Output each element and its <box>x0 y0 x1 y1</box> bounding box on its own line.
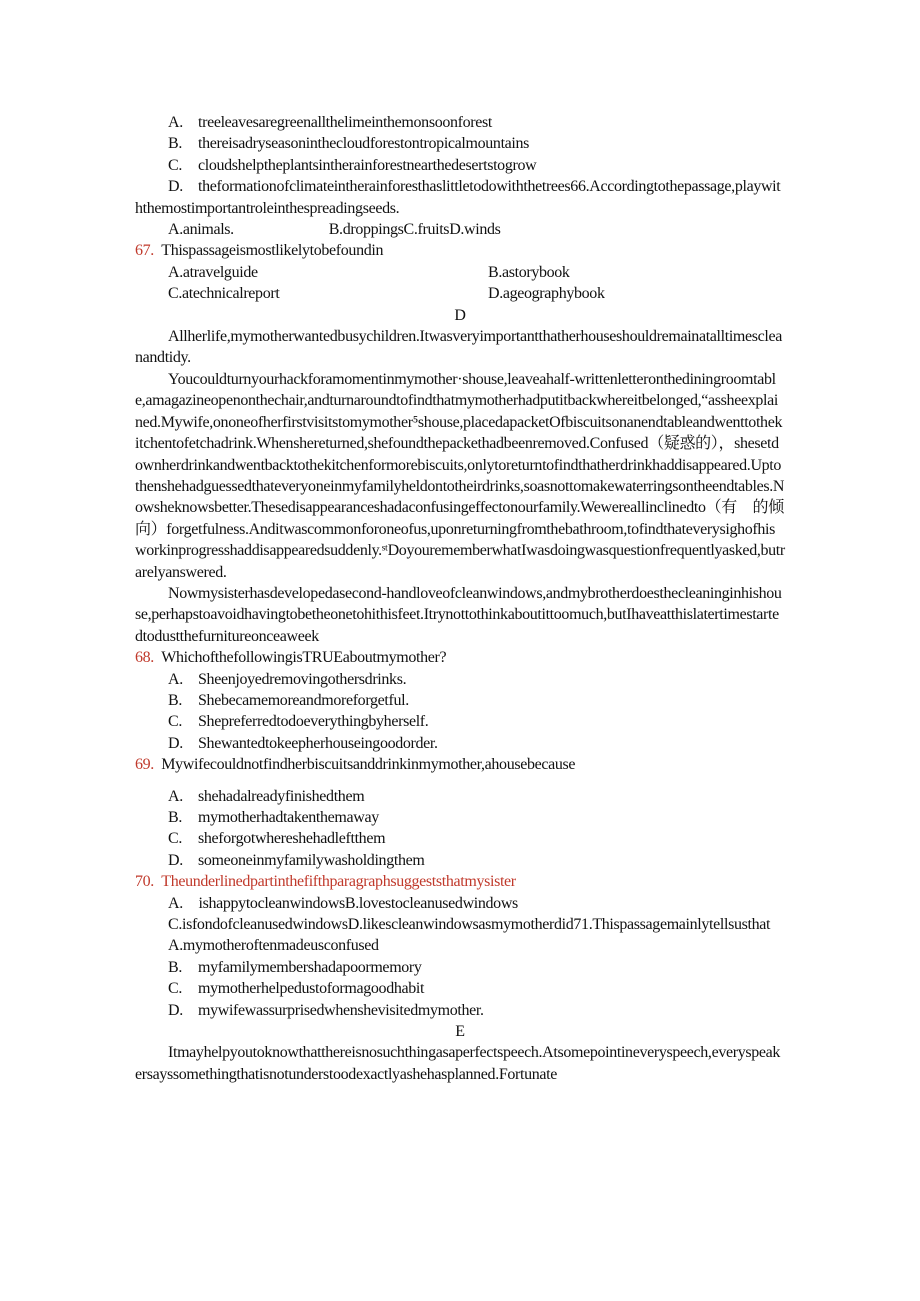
q69-option-a: A. shehadalreadyfinishedthem <box>168 787 365 805</box>
q70-options-line-2: C.isfondofcleanusedwindowsD.likescleanwindowsasmymotherdid71.Thispassagemainlytellsusthat <box>168 916 771 934</box>
q69-option-d: D. someoneinmyfamilywasholdingthem <box>168 851 425 869</box>
q65-option-d: D. theformationofclimateintherainforesthaslittletodowiththetrees66.Accordingtothepassage,playwiththemostimportantroleinthespreadingseeds. <box>135 178 781 217</box>
section-e-heading: E <box>455 1023 465 1041</box>
q69-option-b: B. mymotherhadtakenthemaway <box>168 809 379 826</box>
q68-option-d: D. Shewantedtokeepherhouseingoodorder. <box>168 734 438 752</box>
q65-option-a: A. treeleavesaregreenallthelimeinthemonsoonforest <box>168 114 492 131</box>
q68-option-b: B. Shebecamemoreandmoreforgetful. <box>168 691 409 709</box>
q71-option-c: C. mymotherhelpedustoformagoodhabit <box>168 980 425 998</box>
q71-option-a: A.mymotheroftenmadeusconfused <box>168 937 379 955</box>
q67-option-b: B.astorybook <box>488 263 570 281</box>
q65-option-b: B. thereisadryseasoninthecloudforestontropicalmountains <box>168 135 530 153</box>
q65-option-c: C. cloudshelptheplantsintherainforestnearthedesertstogrow <box>168 156 537 174</box>
q67-option-c: C.atechnicalreport <box>168 285 280 303</box>
q67-option-d: D.ageographybook <box>488 285 605 303</box>
q66-options: A.animals. B.droppingsC.fruitsD.winds <box>168 221 501 239</box>
q69-question: 69. Mywifecouldnotfindherbiscuitsanddrinkinmymother,ahousebecause <box>135 756 576 774</box>
q71-option-b: B. myfamilymembershadapoormemory <box>168 958 422 976</box>
q69-option-c: C. sheforgotwhereshehadleftthem <box>168 830 386 848</box>
section-d-heading: D <box>454 306 466 324</box>
q69-blank-gap <box>135 776 785 786</box>
q71-option-d: D. mywifewassurprisedwhenshevisitedmymother. <box>168 1001 484 1019</box>
q68-question: 68. WhichofthefollowingisTRUEaboutmymother? <box>135 649 447 667</box>
q68-option-c: C. Shepreferredtodoeverythingbyherself. <box>168 713 429 731</box>
worksheet-page <box>135 112 785 1085</box>
q67-option-a: A.atravelguide <box>168 263 258 281</box>
passage-d-paragraph-3: Nowmysisterhasdevelopedasecond-handloveofcleanwindows,andmybrotherdoesthecleaninginhishouse,perhapstoavoidhavingtobetheonetohithisfeet.Itrynottothinkaboutittoomuch,butIhaveatthislatertimestartedtodustthefurnitureonceaweek <box>135 584 782 645</box>
passage-d-paragraph-2: Youcouldturnyourhackforamomentinmymother·shouse,leaveahalf-writtenletteronthediningroomtable,amagazineopenonthechair,andturnaroundtofindthatmymotherhadputitbackwhereitbelonged,“assheexplained.Mywife,ononeofherfirstvisitstomymother⁵shouse,placedapacketOfbiscuitsonanendtableandwenttothekitchentofetchadrink.Whenshereturned,shefoundthepackethadbeenremoved.Confused（疑惑的），shesetdownherdrinkandwentbacktothekitchenformorebiscuits,onlytoreturntofindthatherdrinkhaddisappeared.Uptothenshehadguessedthateveryoneinmyfamilyheldontotheirdrinks,soasnottomakewaterringsontheendtables.Nowsheknowsbetter.Thesedisappearanceshadaconfusingeffectonourfamily.Wewereallinclinedto（有 的倾向）forgetfulness.Anditwascommonforoneofus,uponreturningfromthebathroom,tofindthateverysighofhisworkinprogresshaddisappearedsuddenly.ˢᵗDoyourememberwhatIwasdoingwasquestionfrequentlyasked,butrarelyanswered. <box>135 370 785 581</box>
q70-options-line-1: A. ishappytocleanwindowsB.lovestocleanusedwindows <box>168 894 518 912</box>
passage-e-paragraph-1: Itmayhelpyoutoknowthatthereisnosuchthingasaperfectspeech.Atsomepointineveryspeech,everyspeakersayssomethingthatisnotunderstoodexactlyashehasplanned.Fortunate <box>135 1044 781 1083</box>
q67-question: 67. Thispassageismostlikelytobefoundin <box>135 242 384 260</box>
q67-options-row1 <box>135 262 785 283</box>
q70-question: 70. Theunderlinedpartinthefifthparagraphsuggeststhatmysister <box>135 873 516 891</box>
passage-d-paragraph-1: Allherlife,mymotherwantedbusychildren.Itwasveryimportantthatherhouseshouldremainatalltimescleanandtidy. <box>135 328 783 367</box>
q68-option-a: A. Sheenjoyedremovingothersdrinks. <box>168 670 407 688</box>
q67-options-row2 <box>135 283 785 304</box>
